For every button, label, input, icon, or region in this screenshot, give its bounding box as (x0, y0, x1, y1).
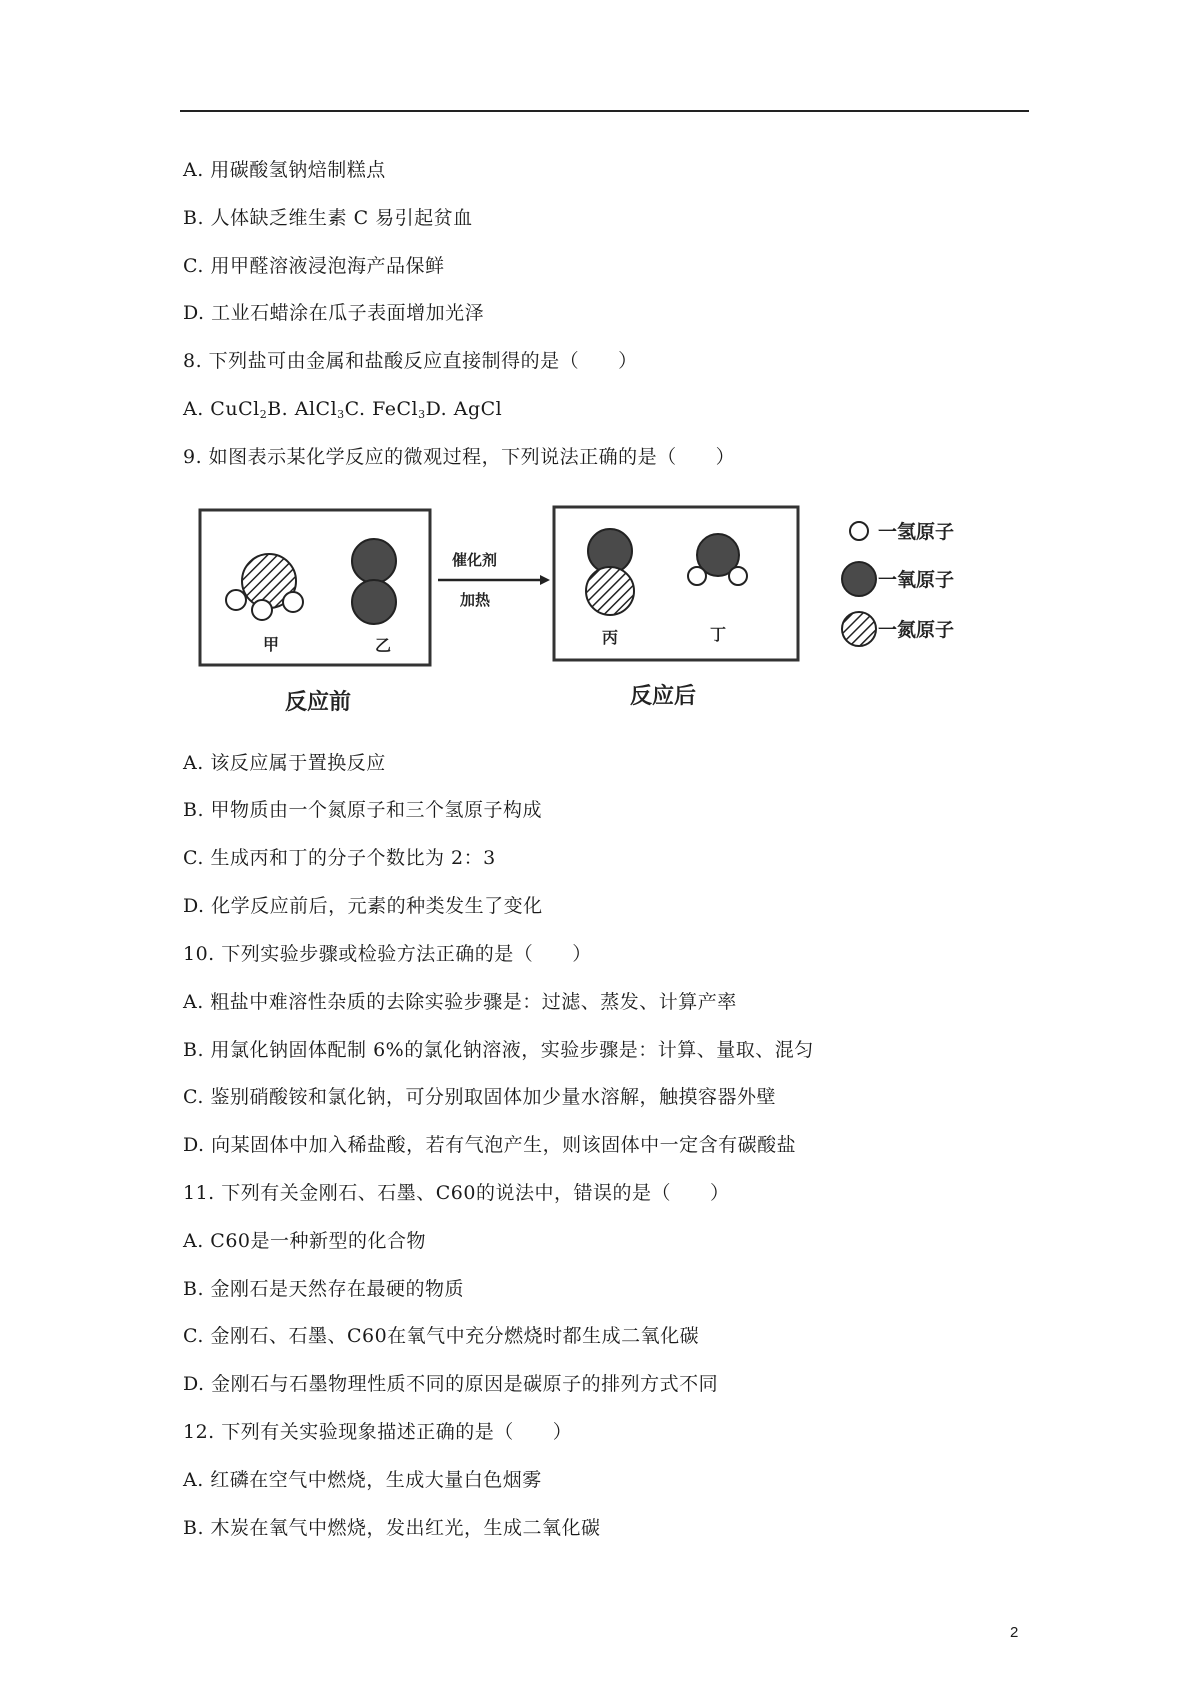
q9-option-c: C. 生成丙和丁的分子个数比为 2：3 (183, 847, 496, 869)
after-caption: 反应后 (630, 683, 697, 709)
yi-oxygen-atom (352, 580, 396, 624)
arrow-head (540, 575, 550, 585)
q7-option-c: C. 用甲醛溶液浸泡海产品保鲜 (183, 255, 445, 277)
q12-option-a: A. 红磷在空气中燃烧，生成大量白色烟雾 (183, 1469, 542, 1491)
q8-option-a: A. CuCl$_2$ (183, 398, 268, 421)
yi-oxygen-atom (352, 539, 396, 583)
legend-oxygen-icon (842, 562, 876, 596)
q8-option-c: C. FeCl$_3$ (344, 398, 426, 421)
legend-nitrogen-label: 一氮原子 (878, 619, 955, 641)
ding-label: 丁 (710, 625, 727, 644)
ding-hydrogen-atom (688, 567, 706, 585)
q12-option-b: B. 木炭在氧气中燃烧，发出红光，生成二氧化碳 (183, 1517, 601, 1539)
legend-oxygen-label: 一氧原子 (878, 569, 955, 591)
arrow-label-catalyst: 催化剂 (452, 551, 498, 569)
q11-option-a: A. C60是一种新型的化合物 (183, 1230, 427, 1252)
jia-hydrogen-atom (226, 590, 246, 610)
legend-hydrogen-label: 一氢原子 (878, 521, 955, 543)
q8-option-d: D. AgCl (425, 398, 503, 420)
page-number: 2 (1010, 1624, 1019, 1641)
q7-option-a: A. 用碳酸氢钠焙制糕点 (183, 159, 386, 181)
q8-option-b: B. AlCl$_3$ (267, 398, 345, 421)
legend-hydrogen-icon (850, 522, 868, 540)
q10-option-a: A. 粗盐中难溶性杂质的去除实验步骤是：过滤、蒸发、计算产率 (183, 991, 737, 1013)
q9-option-d: D. 化学反应前后，元素的种类发生了变化 (183, 895, 543, 917)
q8-options (183, 397, 502, 421)
jia-label: 甲 (263, 635, 280, 654)
bing-label: 丙 (602, 628, 619, 647)
header-rule (180, 110, 1029, 112)
q8-stem: 8. 下列盐可由金属和盐酸反应直接制得的是（ ） (183, 350, 638, 372)
q9-option-a: A. 该反应属于置换反应 (183, 752, 386, 774)
q10-option-c: C. 鉴别硝酸铵和氯化钠，可分别取固体加少量水溶解，触摸容器外壁 (183, 1086, 776, 1108)
ding-hydrogen-atom (729, 567, 747, 585)
jia-hydrogen-atom (283, 592, 303, 612)
q10-option-d: D. 向某固体中加入稀盐酸，若有气泡产生，则该固体中一定含有碳酸盐 (183, 1134, 797, 1156)
q11-stem: 11. 下列有关金刚石、石墨、C60的说法中，错误的是（ ） (183, 1182, 730, 1204)
q9-option-b: B. 甲物质由一个氮原子和三个氢原子构成 (183, 799, 543, 821)
legend-nitrogen-icon (842, 612, 876, 646)
q7-option-d: D. 工业石蜡涂在瓜子表面增加光泽 (183, 302, 485, 324)
q11-option-b: B. 金刚石是天然存在最硬的物质 (183, 1278, 465, 1300)
arrow-label-heat: 加热 (460, 591, 491, 609)
q10-option-b: B. 用氯化钠固体配制 6%的氯化钠溶液，实验步骤是：计算、量取、混匀 (183, 1039, 814, 1061)
reaction-diagram (190, 493, 1060, 733)
jia-hydrogen-atom (252, 600, 272, 620)
q11-option-d: D. 金刚石与石墨物理性质不同的原因是碳原子的排列方式不同 (183, 1373, 719, 1395)
before-caption: 反应前 (285, 689, 352, 715)
yi-label: 乙 (375, 636, 392, 655)
bing-nitrogen-atom (586, 567, 634, 615)
q12-stem: 12. 下列有关实验现象描述正确的是（ ） (183, 1421, 573, 1443)
q7-option-b: B. 人体缺乏维生素 C 易引起贫血 (183, 207, 473, 229)
q9-stem: 9. 如图表示某化学反应的微观过程，下列说法正确的是（ ） (183, 446, 736, 468)
before-box (200, 510, 430, 665)
q10-stem: 10. 下列实验步骤或检验方法正确的是（ ） (183, 943, 592, 965)
q11-option-c: C. 金刚石、石墨、C60在氧气中充分燃烧时都生成二氧化碳 (183, 1325, 700, 1347)
